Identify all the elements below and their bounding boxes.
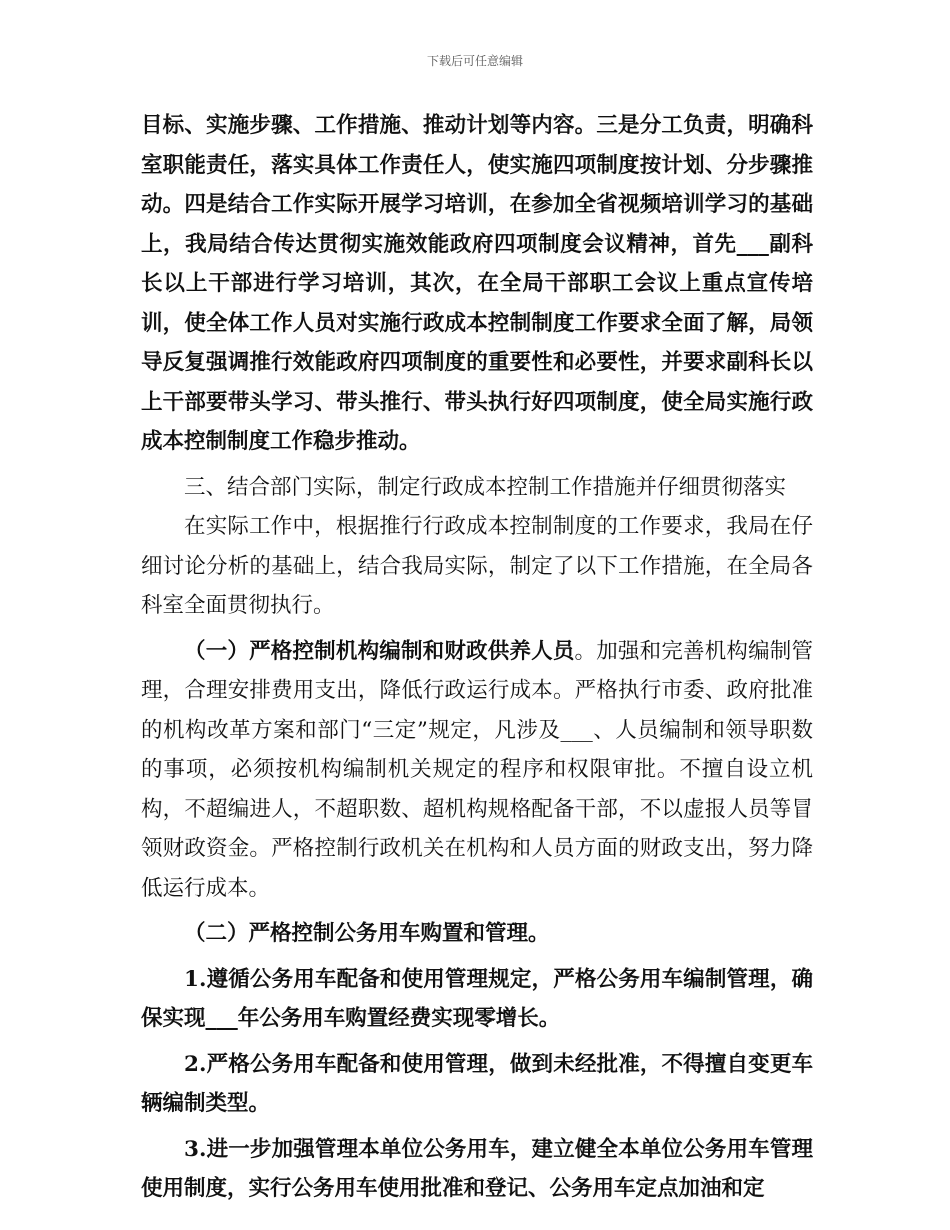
paragraph-continuation: 目标、实施步骤、工作措施、推动计划等内容。三是分工负责，明确科室职能责任，落实具体工作责任人，使实施四项制度按计划、分步骤推动。四是结合工作实际开展学习培训，在参加全省视频培训学习的基础上，我局结合传达贯彻实施效能政府四项制度会议精神，首先___副科长以上干部进行学习培训，其次，在全局干部职工会议上重点宣传培训，使全体工作人员对实施行政成本控制制度工作要求全面了解，局领导反复强调推行效能政府四项制度的重要性和必要性，并要求副科长以上干部要带头学习、带头推行、带头执行好四项制度，使全局实施行政成本控制制度工作稳步推动。 [141, 113, 813, 454]
list-item-1: 1.遵循公务用车配备和使用管理规定，严格公务用车编制管理，确保实现___年公务用车购置经费实现零增长。 [141, 966, 813, 1031]
paragraph-subsection-1 [141, 632, 813, 909]
document-body [141, 106, 813, 1209]
subsection-1-title: （一）严格控制机构编制和财政供养人员 [184, 638, 575, 664]
list-item-3: 3.进一步加强管理本单位公务用车，建立健全本单位公务用车管理使用制度，实行公务用车使用批准和登记、公务用车定点加油和定 [141, 1136, 813, 1201]
page-header: 下载后可任意编辑 [426, 54, 523, 68]
subsection-2-title: （二）严格控制公务用车购置和管理。 [184, 921, 550, 946]
list-item-2: 2.严格公务用车配备和使用管理，做到未经批准，不得擅自变更车辆编制类型。 [141, 1051, 813, 1116]
paragraph-intro: 在实际工作中，根据推行行政成本控制制度的工作要求，我局在仔细讨论分析的基础上，结合我局实际，制定了以下工作措施，在全局各科室全面贯彻执行。 [141, 514, 813, 618]
section-heading-3: 三、结合部门实际，制定行政成本控制工作措施并仔细贯彻落实 [184, 474, 787, 500]
subsection-1-body: 。加强和完善机构编制管理，合理安排费用支出，降低行政运行成本。严格执行市委、政府批准的机构改革方案和部门“三定”规定，凡涉及___、人员编制和领导职数的事项，必须按机构编制机关规定的程序和权限审批。不擅自设立机构，不超编进人，不超职数、超机构规格配备干部，不以虚报人员等冒领财政资金。严格控制行政机关在机构和人员方面的财政支出，努力降低运行成本。 [141, 638, 813, 901]
